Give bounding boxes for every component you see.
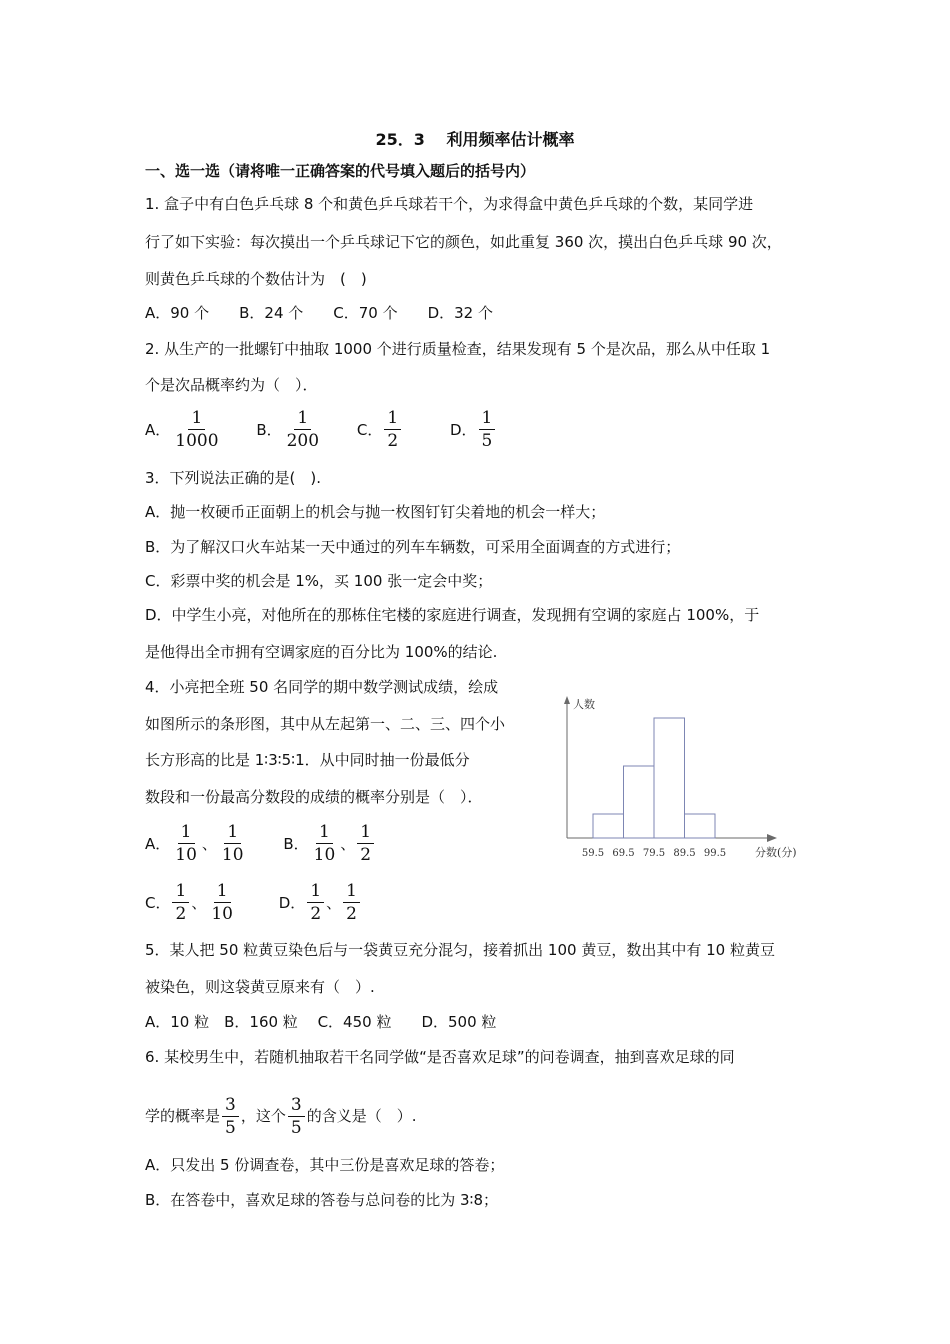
q4-option-b (283, 822, 376, 865)
option-label: A． (145, 834, 171, 853)
option-label: B． (283, 834, 309, 853)
q1-line1: 1. 盒子中有白色乒乓球 8 个和黄色乒乓球若干个，为求得盒中黄色乒乓球的个数，某同学进 (145, 195, 754, 213)
page-title: 25．3 利用频率估计概率 (375, 130, 575, 149)
histogram-bar (654, 718, 685, 838)
q6-text-post: 的含义是（ ）. (306, 1107, 417, 1125)
x-tick-label: 99.5 (703, 848, 727, 859)
x-axis-label: 分数(分) (755, 846, 797, 859)
q6-line2 (145, 1094, 416, 1138)
q6-line1: 6. 某校男生中，若随机抽取若干名同学做“是否喜欢足球”的问卷调查，抽到喜欢足球的同 (145, 1048, 735, 1066)
fraction: $\frac{1}{10}$ (313, 822, 336, 865)
fraction: $\frac{3}{5}$ (222, 1095, 239, 1138)
x-tick-label: 89.5 (673, 848, 696, 859)
histogram-bar (685, 814, 716, 838)
q1-options: A．90 个 B．24 个 C．70 个 D．32 个 (145, 304, 493, 322)
q4-options-ab (145, 822, 376, 865)
q3-option-d-line2: 是他得出全市拥有空调家庭的百分比为 100%的结论. (145, 643, 498, 661)
q3-stem: 3．下列说法正确的是( ). (145, 469, 322, 487)
fraction: $\frac{1}{200}$ (286, 408, 320, 451)
q6-text-pre: 学的概率是 (145, 1107, 221, 1125)
chart-bars (593, 718, 715, 838)
q4-line4: 数段和一份最高分数段的成绩的概率分别是（ ）． (145, 788, 483, 806)
x-tick-label: 59.5 (581, 848, 605, 859)
q2-option-a (145, 408, 224, 451)
separator: 、 (201, 834, 217, 853)
x-axis-arrow (767, 834, 777, 842)
q1-line3: 则黄色乒乓球的个数估计为 ( ) (145, 270, 367, 288)
q3-option-c: C．彩票中奖的机会是 1%，买 100 张一定会中奖； (145, 572, 493, 590)
q4-line2: 如图所示的条形图，其中从左起第一、二、三、四个小 (145, 715, 506, 733)
score-histogram (555, 690, 820, 865)
q3-option-a: A．抛一枚硬币正面朝上的机会与抛一枚图钉钉尖着地的机会一样大； (145, 503, 606, 521)
fraction: $\frac{1}{10}$ (221, 822, 244, 865)
q5-options: A．10 粒 B．160 粒 C．450 粒 D．500 粒 (145, 1013, 497, 1031)
q2-option-c (357, 408, 403, 451)
q4-line3: 长方形高的比是 1∶3∶5∶1．从中同时抽一份最低分 (145, 751, 470, 769)
q5-line2: 被染色，则这袋黄豆原来有（ ）. (145, 978, 375, 996)
q2-options (145, 408, 497, 451)
fraction: $\frac{1}{2}$ (172, 881, 189, 924)
fraction: $\frac{1}{5}$ (479, 408, 496, 451)
q6-text-mid: ，这个 (240, 1107, 286, 1125)
q3-option-d-line1: D．中学生小亮，对他所在的那栋住宅楼的家庭进行调查，发现拥有空调的家庭占 100%，于 (145, 606, 760, 624)
fraction: $\frac{1}{10}$ (175, 822, 197, 865)
option-label: D． (449, 420, 477, 439)
y-axis-arrow (564, 696, 570, 704)
fraction: $\frac{1}{1000}$ (175, 408, 219, 451)
q4-option-a (145, 822, 249, 865)
option-label: C． (356, 420, 383, 439)
q2-option-d (450, 408, 497, 451)
separator: 、 (191, 893, 207, 912)
q4-options-cd (145, 881, 362, 924)
q1-line2: 行了如下实验：每次摸出一个乒乓球记下它的颜色，如此重复 360 次，摸出白色乒乓球 90 次， (145, 233, 782, 251)
option-label: A． (145, 420, 171, 439)
q5-line1: 5．某人把 50 粒黄豆染色后与一袋黄豆充分混匀，接着抓出 100 黄豆，数出其中有 10 粒黄豆 (145, 941, 775, 959)
y-axis-label: 人数 (573, 698, 595, 711)
fraction: $\frac{3}{5}$ (288, 1095, 305, 1138)
q2-line1: 2. 从生产的一批螺钉中抽取 1000 个进行质量检查，结果发现有 5 个是次品，那么从中任取 1 (145, 340, 771, 358)
q4-line1: 4．小亮把全班 50 名同学的期中数学测试成绩，绘成 (145, 678, 499, 696)
q2-option-b (256, 408, 324, 451)
option-label: C． (145, 893, 171, 912)
x-tick-label: 79.5 (642, 848, 666, 859)
q2-line2: 个是次品概率约为（ ）． (145, 376, 318, 394)
fraction: $\frac{1}{2}$ (307, 881, 324, 924)
option-label: D． (278, 893, 306, 912)
q4-option-d (279, 881, 362, 924)
q6-option-b: B．在答卷中，喜欢足球的答卷与总问卷的比为 3∶8； (145, 1191, 499, 1209)
fraction: $\frac{1}{10}$ (211, 881, 233, 924)
histogram-bar (624, 766, 655, 838)
fraction: $\frac{1}{2}$ (343, 881, 360, 924)
fraction: $\frac{1}{2}$ (357, 822, 374, 865)
q6-option-a: A．只发出 5 份调查卷，其中三份是喜欢足球的答卷； (145, 1156, 505, 1174)
separator: 、 (326, 893, 342, 912)
q3-option-b: B．为了解汉口火车站某一天中通过的列车车辆数，可采用全面调查的方式进行； (145, 538, 681, 556)
q4-option-c (145, 881, 238, 924)
separator: 、 (340, 834, 356, 853)
x-tick-label: 69.5 (612, 848, 635, 859)
histogram-bar (593, 814, 624, 838)
section-heading: 一、选一选（请将唯一正确答案的代号填入题后的括号内） (145, 162, 536, 180)
fraction: $\frac{1}{2}$ (384, 408, 401, 451)
option-label: B． (256, 420, 282, 439)
